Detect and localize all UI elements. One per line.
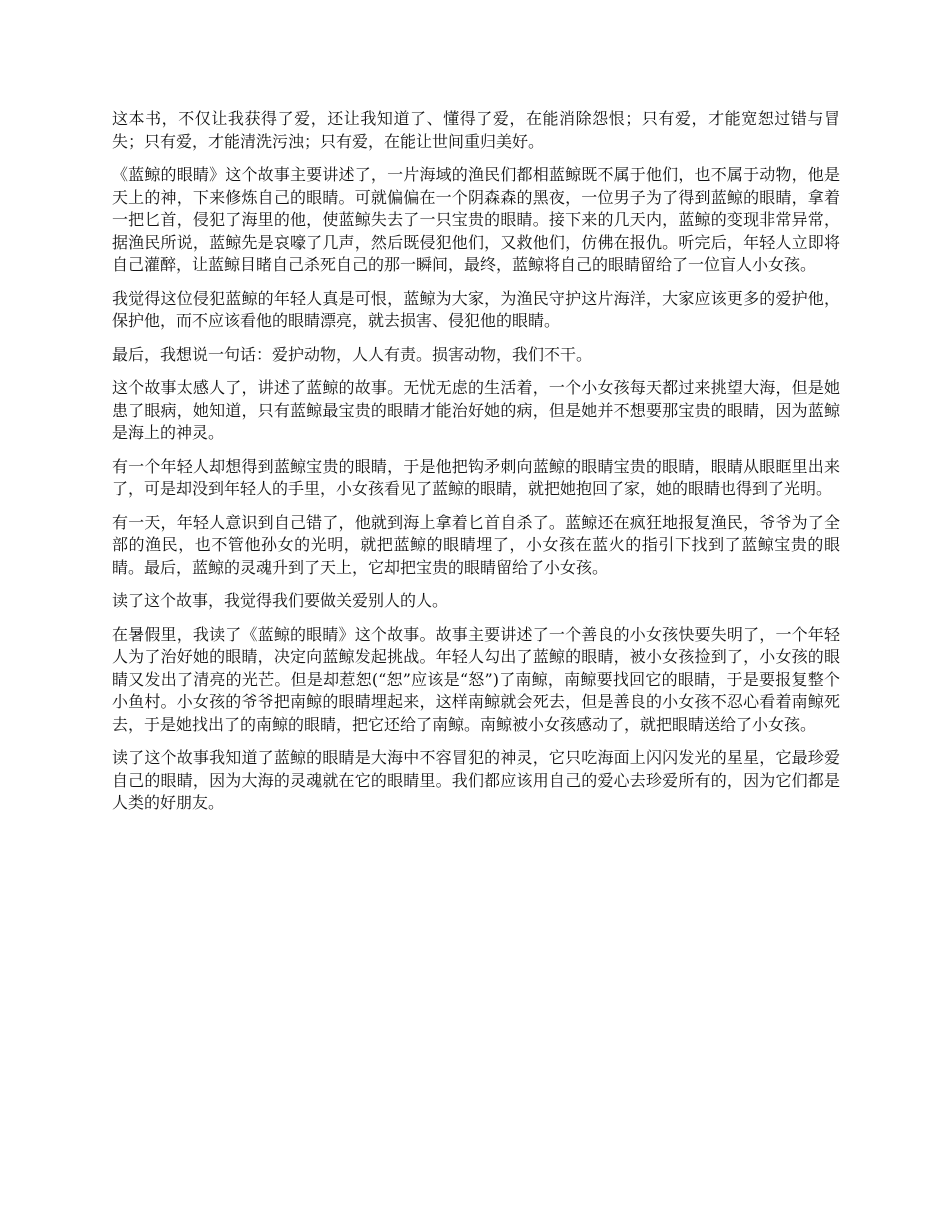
paragraph-7: 有一天，年轻人意识到自己错了，他就到海上拿着匕首自杀了。蓝鲸还在疯狂地报复渔民，爷爷为了全部的渔民，也不管他孙女的光明，就把蓝鲸的眼睛埋了，小女孩在蓝火的指引下找到了蓝鲸宝贵的眼睛。最后，蓝鲸的灵魂升到了天上，它却把宝贵的眼睛留给了小女孩。: [112, 512, 840, 577]
paragraph-1: 这本书，不仅让我获得了爱，还让我知道了、懂得了爱，在能消除怨恨；只有爱，才能宽恕过错与冒失；只有爱，才能清洗污浊；只有爱，在能让世间重归美好。: [112, 109, 840, 151]
paragraph-3: 我觉得这位侵犯蓝鲸的年轻人真是可恨，蓝鲸为大家，为渔民守护这片海洋，大家应该更多的爱护他，保护他，而不应该看他的眼睛漂亮，就去损害、侵犯他的眼睛。: [112, 288, 840, 330]
paragraph-6: 有一个年轻人却想得到蓝鲸宝贵的眼睛，于是他把钩矛刺向蓝鲸的眼睛宝贵的眼睛，眼睛从眼眶里出来了，可是却没到年轻人的手里，小女孩看见了蓝鲸的眼睛，就把她抱回了家，她的眼睛也得到了光明。: [112, 456, 840, 498]
paragraph-4: 最后，我想说一句话：爱护动物，人人有责。损害动物，我们不干。: [112, 344, 593, 364]
paragraph-8: 读了这个故事，我觉得我们要做关爱别人的人。: [112, 591, 449, 610]
paragraph-2: 《蓝鲸的眼睛》这个故事主要讲述了，一片海域的渔民们都相蓝鲸既不属于他们，也不属于动物，他是天上的神，下来修炼自己的眼睛。可就偏偏在一个阴森森的黑夜，一位男子为了得到蓝鲸的眼睛，拿着一把匕首，侵犯了海里的他，使蓝鲸失去了一只宝贵的眼睛。接下来的几天内，蓝鲸的变现非常异常，据渔民所说，蓝鲸先是哀嚎了几声，然后既侵犯他们，又救他们，仿佛在报仇。听完后，年轻人立即将自己灌醉，让蓝鲸目睹自己杀死自己的那一瞬间，最终，蓝鲸将自己的眼睛留给了一位盲人小女孩。: [112, 165, 840, 274]
paragraph-10: 读了这个故事我知道了蓝鲸的眼睛是大海中不容冒犯的神灵，它只吃海面上闪闪发光的星星，它最珍爱自己的眼睛，因为大海的灵魂就在它的眼睛里。我们都应该用自己的爱心去珍爱所有的，因为它们都是人类的好朋友。: [112, 748, 840, 812]
document-body: [112, 108, 840, 826]
paragraph-9: 在暑假里，我读了《蓝鲸的眼睛》这个故事。故事主要讲述了一个善良的小女孩快要失明了，一个年轻人为了治好她的眼睛，决定向蓝鲸发起挑战。年轻人勾出了蓝鲸的眼睛，被小女孩捡到了，小女孩的眼睛又发出了清亮的光芒。但是却惹恕(“恕”应该是“怒”)了南鲸，南鲸要找回它的眼睛，于是要报复整个小鱼村。小女孩的爷爷把南鲸的眼睛埋起来，这样南鲸就会死去，但是善良的小女孩不忍心看着南鲸死去，于是她找出了的南鲸的眼睛，把它还给了南鲸。南鲸被小女孩感动了，就把眼睛送给了小女孩。: [112, 624, 840, 734]
paragraph-5: 这个故事太感人了，讲述了蓝鲸的故事。无忧无虑的生活着，一个小女孩每天都过来挑望大海，但是她患了眼病，她知道，只有蓝鲸最宝贵的眼睛才能治好她的病，但是她并不想要那宝贵的眼睛，因为蓝鲸是海上的神灵。: [112, 378, 840, 442]
